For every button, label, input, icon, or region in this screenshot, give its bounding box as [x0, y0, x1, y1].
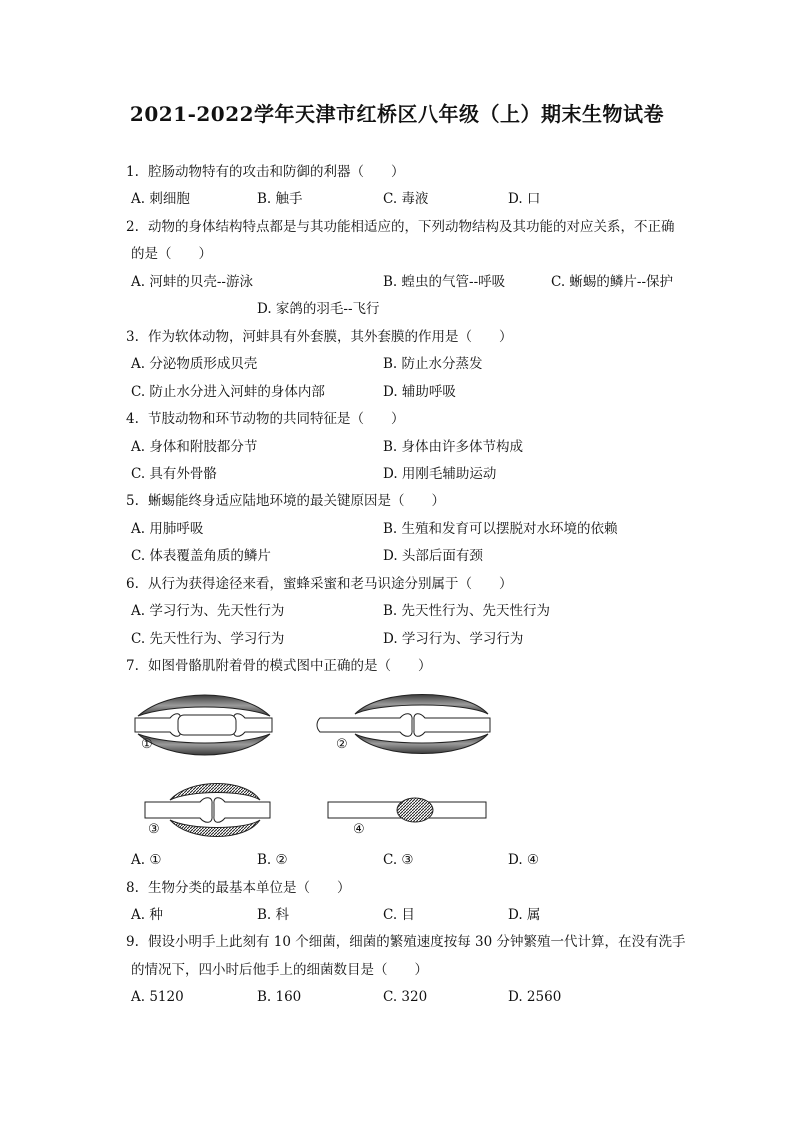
- q3-option-a: A. 分泌物质形成贝壳: [131, 356, 258, 372]
- figure-label-1: ①: [141, 737, 153, 752]
- question-number: 6.: [126, 576, 139, 592]
- question-number: 2.: [126, 219, 139, 235]
- q2-option-a: A. 河蚌的贝壳--游泳: [131, 274, 253, 290]
- question-number: 8.: [126, 880, 139, 896]
- q2-option-b: B. 蝗虫的气管--呼吸: [383, 274, 506, 290]
- q4-option-d: D. 用刚毛辅助运动: [383, 466, 497, 482]
- q1-option-d: D. 口: [508, 191, 541, 207]
- figure-label-3: ③: [148, 822, 160, 837]
- question-9-stem-cont: 的情况下，四小时后他手上的细菌数目是（ ）: [131, 962, 428, 978]
- question-3-stem: [126, 328, 513, 346]
- q5-option-a: A. 用肺呼吸: [131, 521, 204, 537]
- question-number: 9.: [126, 934, 139, 950]
- question-number: 4.: [126, 411, 139, 427]
- q1-option-c: C. 毒液: [383, 191, 429, 207]
- question-number: 3.: [126, 329, 139, 345]
- q1-option-a: A. 刺细胞: [131, 191, 190, 207]
- q2-option-d: D. 家鸽的羽毛--飞行: [257, 301, 380, 317]
- question-text: 从行为获得途径来看，蜜蜂采蜜和老马识途分别属于（ ）: [148, 576, 513, 592]
- question-1-stem: [126, 163, 405, 181]
- question-text: 作为软体动物，河蚌具有外套膜，其外套膜的作用是（ ）: [148, 329, 513, 345]
- page-title: 2021-2022学年天津市红桥区八年级（上）期末生物试卷: [129, 102, 665, 126]
- skeletal-muscle-figure: [130, 688, 500, 850]
- question-text: 如图骨骼肌附着骨的模式图中正确的是（ ）: [148, 658, 432, 674]
- question-6-stem: [126, 575, 513, 593]
- q8-option-d: D. 属: [508, 907, 541, 923]
- q6-option-a: A. 学习行为、先天性行为: [131, 603, 285, 619]
- q1-option-b: B. 触手: [257, 191, 303, 207]
- question-text: 假设小明手上此刻有 10 个细菌，细菌的繁殖速度按每 30 分钟繁殖一代计算，在没有洗手: [148, 934, 686, 950]
- question-2-stem: [126, 218, 675, 236]
- q8-option-b: B. 科: [257, 907, 290, 923]
- question-8-stem: [126, 879, 351, 897]
- q9-option-a: A. 5120: [131, 989, 184, 1005]
- q3-option-b: B. 防止水分蒸发: [383, 356, 483, 372]
- question-text: 节肢动物和环节动物的共同特征是（ ）: [148, 411, 405, 427]
- question-text: 生物分类的最基本单位是（ ）: [148, 880, 351, 896]
- q6-option-c: C. 先天性行为、学习行为: [131, 631, 285, 647]
- q7-option-a: A. ①: [131, 852, 162, 868]
- q3-option-c: C. 防止水分进入河蚌的身体内部: [131, 384, 325, 400]
- question-number: 5.: [126, 493, 139, 509]
- diagram-panel-1: [135, 695, 272, 755]
- question-5-stem: [126, 492, 445, 510]
- question-number: 7.: [126, 658, 139, 674]
- question-7-stem: [126, 657, 432, 675]
- q9-option-d: D. 2560: [508, 989, 562, 1005]
- q4-option-b: B. 身体由许多体节构成: [383, 439, 524, 455]
- question-4-stem: [126, 410, 405, 428]
- q5-option-b: B. 生殖和发育可以摆脱对水环境的依赖: [383, 521, 618, 537]
- figure-label-2: ②: [336, 737, 348, 752]
- question-text: 腔肠动物特有的攻击和防御的利器（ ）: [148, 164, 405, 180]
- q8-option-c: C. 目: [383, 907, 415, 923]
- question-text: 蜥蜴能终身适应陆地环境的最关键原因是（ ）: [148, 493, 445, 509]
- q6-option-b: B. 先天性行为、先天性行为: [383, 603, 551, 619]
- q2-option-c: C. 蜥蜴的鳞片--保护: [551, 274, 674, 290]
- q7-option-c: C. ③: [383, 852, 414, 868]
- q5-option-c: C. 体表覆盖角质的鳞片: [131, 548, 271, 564]
- question-2-stem-cont: 的是（ ）: [131, 246, 212, 262]
- q4-option-a: A. 身体和附肢都分节: [131, 439, 258, 455]
- q9-option-c: C. 320: [383, 989, 428, 1005]
- question-number: 1.: [126, 164, 139, 180]
- q3-option-d: D. 辅助呼吸: [383, 384, 456, 400]
- diagram-panel-3: [145, 784, 270, 837]
- question-text: 动物的身体结构特点都是与其功能相适应的，下列动物结构及其功能的对应关系，不正确: [148, 219, 675, 235]
- q4-option-c: C. 具有外骨骼: [131, 466, 217, 482]
- q8-option-a: A. 种: [131, 907, 163, 923]
- q5-option-d: D. 头部后面有颈: [383, 548, 483, 564]
- question-9-stem: [126, 933, 686, 951]
- q6-option-d: D. 学习行为、学习行为: [383, 631, 524, 647]
- diagram-panel-4: [328, 798, 486, 822]
- q9-option-b: B. 160: [257, 989, 302, 1005]
- q7-option-d: D. ④: [508, 852, 540, 868]
- q7-option-b: B. ②: [257, 852, 288, 868]
- figure-label-4: ④: [353, 822, 365, 837]
